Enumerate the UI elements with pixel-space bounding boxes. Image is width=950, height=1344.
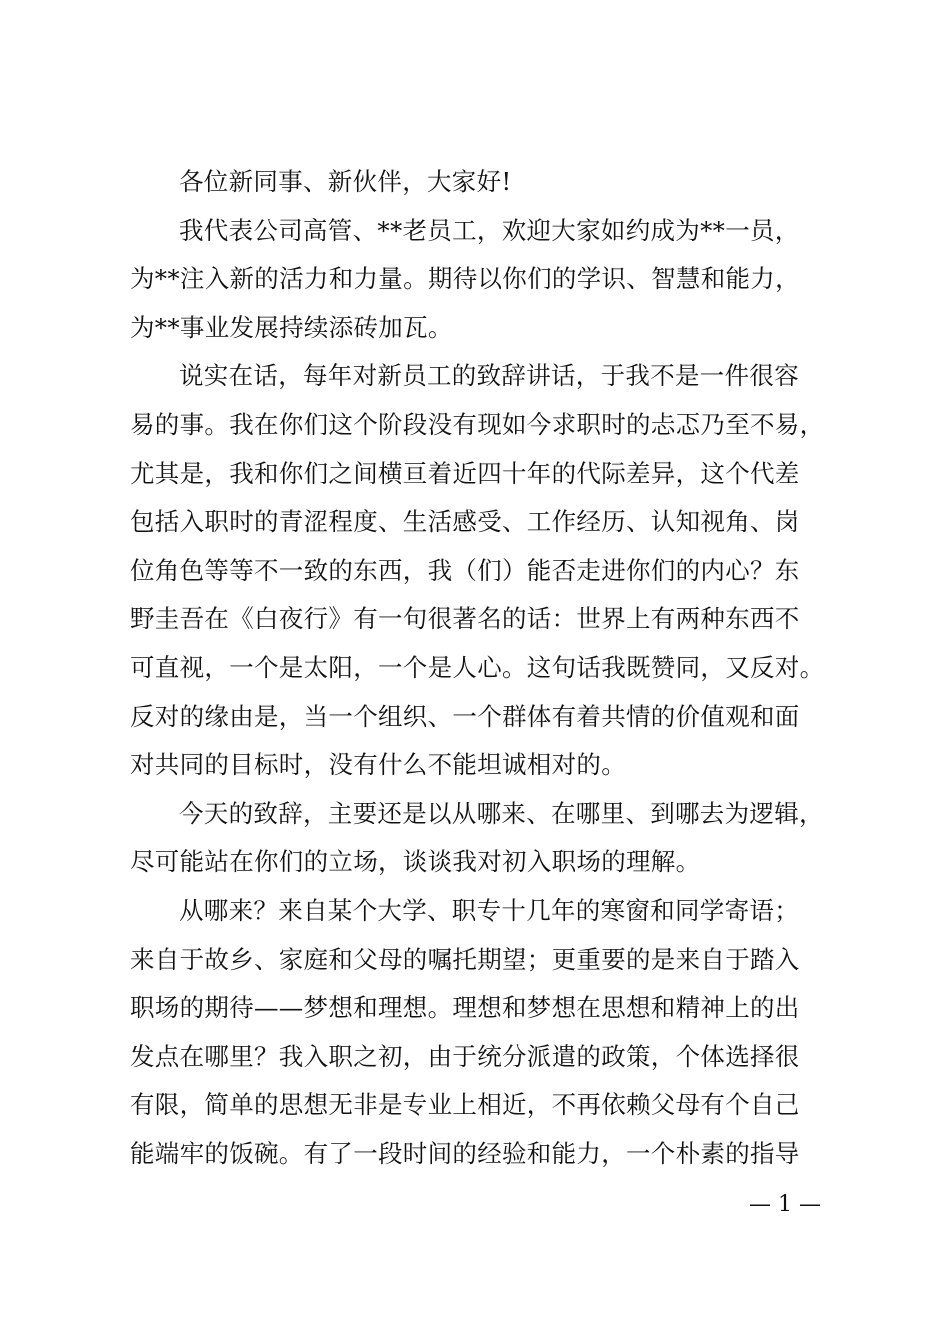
paragraph-1-line-3: 为**事业发展持续添砖加瓦。 — [130, 312, 453, 342]
paragraph-1-line-2: 为**注入新的活力和力量。期待以你们的学识、智慧和能力， — [130, 264, 800, 294]
paragraph-2-line-7: 可直视，一个是太阳，一个是人心。这句话我既赞同，又反对。 — [130, 652, 825, 682]
paragraph-2-line-1: 说实在话，每年对新员工的致辞讲话，于我不是一件很容 — [179, 361, 799, 391]
paragraph-1-line-1: 我代表公司高管、**老员工，欢迎大家如约成为**一员， — [179, 215, 800, 245]
paragraph-2-line-8: 反对的缘由是，当一个组织、一个群体有着共情的价值观和面 — [130, 701, 800, 731]
page-number: — 1 — — [749, 1192, 821, 1217]
paragraph-3-line-1: 今天的致辞，主要还是以从哪来、在哪里、到哪去为逻辑， — [179, 798, 824, 828]
paragraph-2-line-9: 对共同的目标时，没有什么不能坦诚相对的。 — [130, 750, 626, 780]
paragraph-3-line-2: 尽可能站在你们的立场，谈谈我对初入职场的理解。 — [130, 847, 701, 877]
greeting-line: 各位新同事、新伙伴，大家好! — [179, 167, 512, 196]
paragraph-4-line-4: 发点在哪里？我入职之初，由于统分派遣的政策，个体选择很 — [130, 1041, 800, 1071]
paragraph-4-line-1: 从哪来？来自某个大学、职专十几年的寒窗和同学寄语； — [179, 895, 799, 925]
paragraph-2-line-6: 野圭吾在《白夜行》有一句很著名的话：世界上有两种东西不 — [130, 604, 800, 634]
paragraph-4-line-3: 职场的期待——梦想和理想。理想和梦想在思想和精神上的出 — [130, 993, 800, 1023]
paragraph-2-line-3: 尤其是，我和你们之间横亘着近四十年的代际差异，这个代差 — [130, 458, 800, 488]
document-body — [130, 158, 825, 1178]
paragraph-2-line-5: 位角色等等不一致的东西，我（们）能否走进你们的内心？东 — [130, 555, 800, 585]
paragraph-4-line-5: 有限，简单的思想无非是专业上相近，不再依赖父母有个自己 — [130, 1090, 800, 1120]
paragraph-2-line-4: 包括入职时的青涩程度、生活感受、工作经历、认知视角、岗 — [130, 507, 800, 537]
paragraph-4-line-6: 能端牢的饭碗。有了一段时间的经验和能力，一个朴素的指导 — [130, 1138, 800, 1168]
paragraph-4-line-2: 来自于故乡、家庭和父母的嘱托期望；更重要的是来自于踏入 — [130, 944, 800, 974]
paragraph-2-line-2: 易的事。我在你们这个阶段没有现如今求职时的忐忑乃至不易， — [130, 409, 825, 439]
